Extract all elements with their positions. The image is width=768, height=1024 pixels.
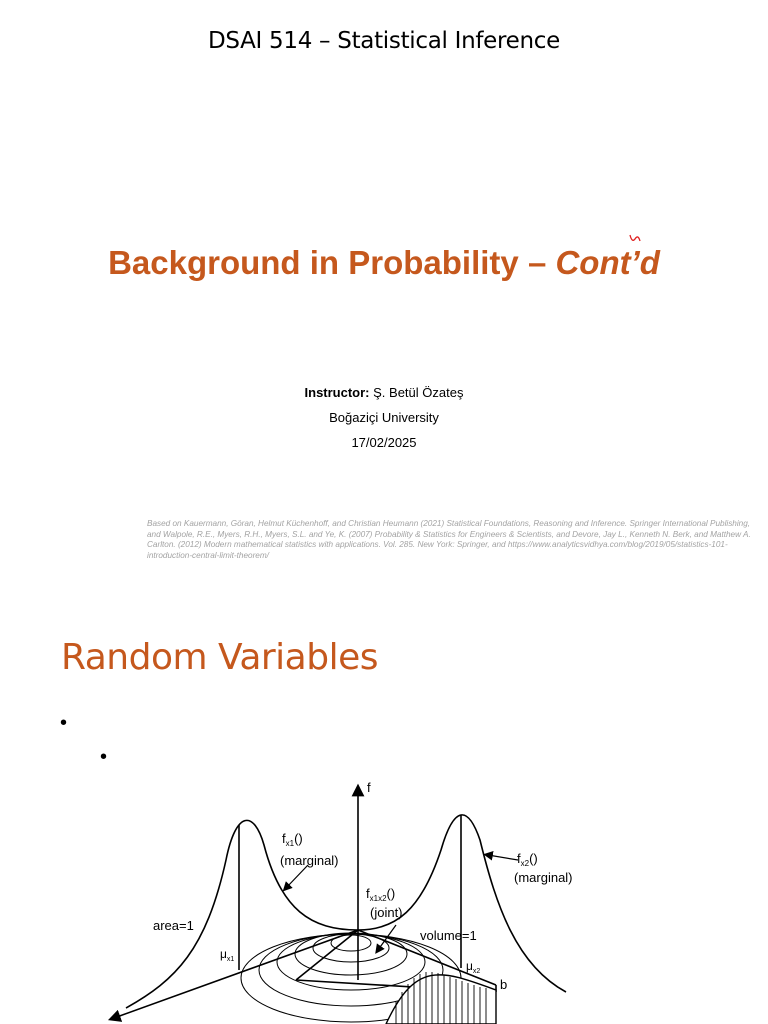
b-label: b xyxy=(500,977,508,992)
joint-label: (joint) xyxy=(370,905,403,920)
marginal-label-right: (marginal) xyxy=(514,870,573,885)
heading-main-text: Background in Probability – xyxy=(108,244,556,281)
bullet-level-1: • xyxy=(60,712,68,734)
handwritten-caret-mark xyxy=(627,232,643,248)
x1-axis xyxy=(114,930,358,1018)
marginal-curve-x2 xyxy=(358,815,566,992)
fx2-label: $f_{x2}()$ xyxy=(517,851,538,868)
mu-x1-label: $\mu_{x1}$ xyxy=(220,947,235,963)
f-axis-label: f xyxy=(367,780,371,795)
slide-title: DSAI 514 – Statistical Inference xyxy=(207,28,561,54)
date: 17/02/2025 xyxy=(351,435,417,450)
volume-label: volume=1 xyxy=(420,928,477,943)
bullet-level-2: • xyxy=(100,746,108,768)
joint-distribution-figure xyxy=(96,780,628,1024)
fjoint-label: $f_{x1x2}()$ xyxy=(366,886,396,903)
instructor-line xyxy=(0,385,768,400)
marginal-label-left: (marginal) xyxy=(280,853,339,868)
marginal-curve-x1 xyxy=(126,820,358,1008)
section-heading: Random Variables xyxy=(61,637,379,678)
citation-text: Based on Kauermann, Göran, Helmut Küchenhoff, and Christian Heumann (2021) Statistical Foundations, Reasoning and Inference. Springer International Publishing, and Walpole, R.E., Myers, R.H., Myers, S.L. and Ye, K. (2007) Probability & Statistics for Engineers & Scientists, and Devore, Jay L., Kenneth N. Berk, and Matthew A. Carlton. (2012) Modern mathematical statistics with applications. Vol. 285. New York: Springer, and https://www.analyticsvidhya.com/blog/2019/05/statistics-101-introduction-central-limit-theorem/ xyxy=(147,519,751,560)
instructor-label: Instructor: xyxy=(304,385,370,400)
area-label: area=1 xyxy=(153,918,194,933)
mu-x2-label: $\mu_{x2}$ xyxy=(466,959,481,975)
university: Boğaziçi University xyxy=(329,410,439,425)
joint-slice-hatching xyxy=(386,972,496,1024)
heading-italic-text: Cont’d xyxy=(555,244,659,281)
main-heading xyxy=(0,244,768,282)
fx1-label: $f_{x1}()$ xyxy=(282,831,303,848)
instructor-name: Ş. Betül Özateş xyxy=(373,385,464,400)
